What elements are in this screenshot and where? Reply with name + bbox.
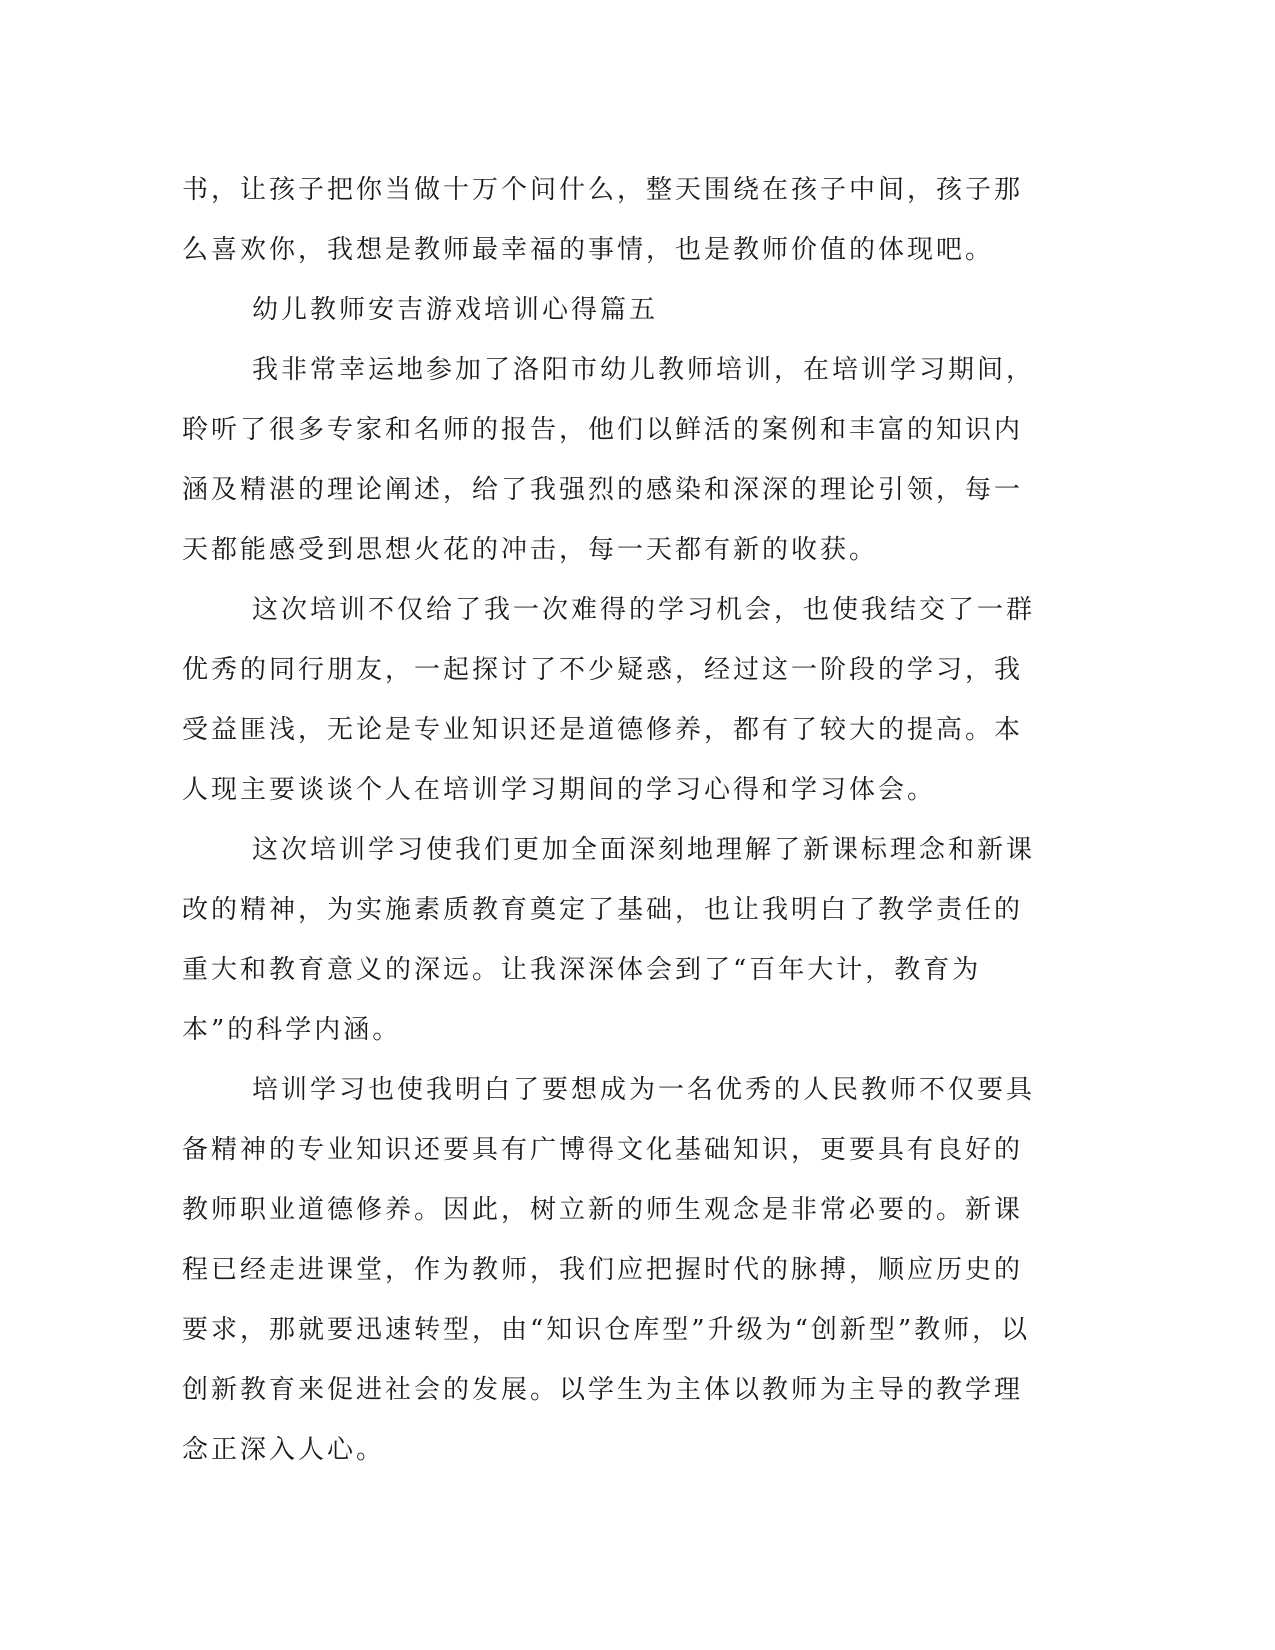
paragraph: 这次培训不仅给了我一次难得的学习机会，也使我结交了一群优秀的同行朋友，一起探讨了不少疑惑，经过这一阶段的学习，我受益匪浅，无论是专业知识还是道德修养，都有了较大的提高。本人现主要谈谈个人在培训学习期间的学习心得和学习体会。	[182, 595, 1036, 805]
paragraph: 我非常幸运地参加了洛阳市幼儿教师培训，在培训学习期间，聆听了很多专家和名师的报告，他们以鲜活的案例和丰富的知识内涵及精湛的理论阐述，给了我强烈的感染和深深的理论引领，每一天都能感受到思想火花的冲击，每一天都有新的收获。	[182, 355, 1036, 565]
paragraph: 培训学习也使我明白了要想成为一名优秀的人民教师不仅要具备精神的专业知识还要具有广博得文化基础知识，更要具有良好的教师职业道德修养。因此，树立新的师生观念是非常必要的。新课程已经走进课堂，作为教师，我们应把握时代的脉搏，顺应历史的要求，那就要迅速转型，由“知识仓库型”升级为“创新型”教师，以创新教育来促进社会的发展。以学生为主体以教师为主导的教学理念正深入人心。	[182, 1075, 1036, 1465]
paragraph-continued: 书，让孩子把你当做十万个问什么，整天围绕在孩子中间，孩子那么喜欢你，我想是教师最幸福的事情，也是教师价值的体现吧。	[182, 175, 1024, 265]
document-body	[182, 160, 1037, 1480]
section-heading: 幼儿教师安吉游戏培训心得篇五	[252, 295, 659, 325]
paragraph: 这次培训学习使我们更加全面深刻地理解了新课标理念和新课改的精神，为实施素质教育奠定了基础，也让我明白了教学责任的重大和教育意义的深远。让我深深体会到了“百年大计，教育为本”的科学内涵。	[182, 835, 1036, 1045]
